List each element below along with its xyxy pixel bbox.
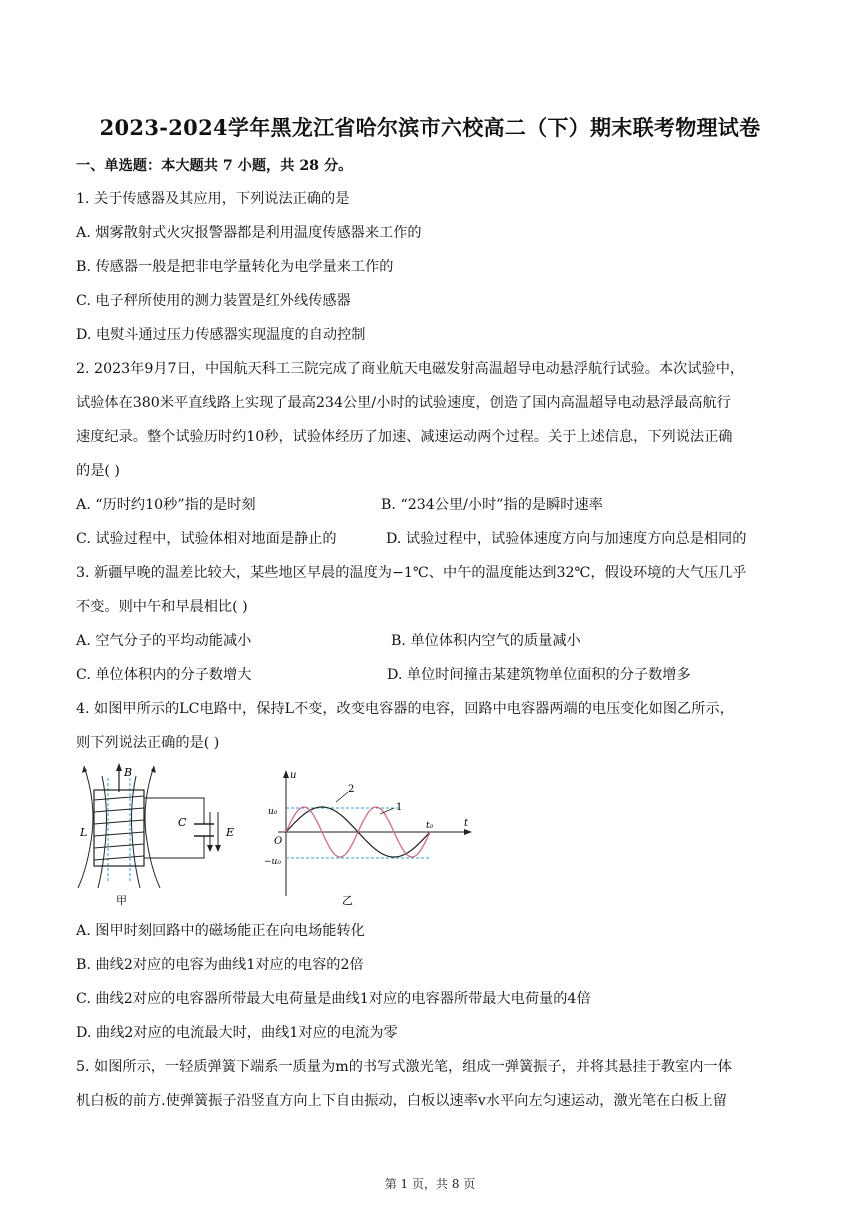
coil-frame: [94, 790, 144, 866]
circuit-wire-top: [144, 798, 204, 824]
arrow-head-icon: [464, 829, 472, 835]
question-1-option-a: A. 烟雾散射式火灾报警器都是利用温度传感器来工作的: [76, 225, 422, 241]
question-4-option-b: B. 曲线2对应的电容为曲线1对应的电容的2倍: [76, 957, 364, 973]
question-3-option-c: C. 单位体积内的分子数增大: [76, 667, 252, 683]
axis-label-u: u: [290, 770, 297, 781]
arrow-head-icon: [207, 845, 213, 852]
question-2-stem-line-3: 速度纪录。整个试验历时约10秒，试验体经历了加速、减速运动两个过程。关于上述信息，下列说法正确: [76, 429, 733, 445]
label-b: B: [124, 766, 133, 779]
lc-circuit-figure: [74, 762, 246, 910]
question-4-stem-line-1: 4. 如图甲所示的LC电路中，保持L不变，改变电容器的电容，回路中电容器两端的电压变化如图乙所示，: [76, 701, 734, 717]
field-line-right-outer: [145, 766, 160, 888]
curve-1-label: 1: [396, 802, 403, 813]
tick-u0: u₀: [268, 807, 278, 817]
figure-caption-yi: 乙: [342, 894, 353, 907]
question-3-stem-line-1: 3. 新疆早晚的温差比较大，某些地区早晨的温度为−1℃、中午的温度能达到32℃，假设环境的大气压几乎: [76, 565, 747, 581]
question-1-option-c: C. 电子秤所使用的测力装置是红外线传感器: [76, 293, 351, 309]
question-3-option-d: D. 单位时间撞击某建筑物单位面积的分子数增多: [387, 667, 691, 683]
tick-neg-u0: −u₀: [264, 857, 281, 867]
question-2-stem-line-4: 的是( ): [76, 463, 120, 479]
question-2-option-a: A. “历时约10秒”指的是时刻: [76, 497, 256, 513]
curve-2-leader: [336, 792, 348, 802]
question-4-option-a: A. 图甲时刻回路中的磁场能正在向电场能转化: [76, 923, 365, 939]
question-1-stem: 1. 关于传感器及其应用，下列说法正确的是: [76, 191, 350, 207]
arrow-head-icon: [215, 845, 221, 852]
question-4-option-d: D. 曲线2对应的电流最大时，曲线1对应的电流为零: [76, 1025, 398, 1041]
question-2-option-b: B. “234公里/小时”指的是瞬时速率: [381, 497, 603, 513]
question-3-option-a: A. 空气分子的平均动能减小: [76, 633, 252, 649]
page-footer: 第 1 页，共 8 页: [384, 1177, 476, 1191]
question-2-stem-line-2: 试验体在380米平直线路上实现了最高234公里/小时的试验速度，创造了国内高温超导电动悬浮最高航行: [76, 395, 731, 411]
question-1-option-d: D. 电熨斗通过压力传感器实现温度的自动控制: [76, 327, 366, 343]
question-3-stem-line-2: 不变。则中午和早晨相比( ): [76, 599, 248, 615]
origin-label: O: [274, 836, 283, 847]
question-5-stem-line-2: 机白板的前方.使弹簧振子沿竖直方向上下自由振动，白板以速率v水平向左匀速运动，激光笔在白板上留: [76, 1093, 727, 1109]
field-line-left-inner: [98, 776, 107, 888]
question-2-option-c: C. 试验过程中，试验体相对地面是静止的: [76, 531, 337, 547]
arrow-head-icon: [283, 770, 289, 778]
question-5-stem-line-1: 5. 如图所示，一轻质弹簧下端系一质量为m的书写式激光笔，组成一弹簧振子，并将其悬挂于教室内一体: [76, 1059, 732, 1075]
circuit-wire-bottom: [144, 836, 204, 858]
label-l: L: [80, 826, 88, 839]
question-1-option-b: B. 传感器一般是把非电学量转化为电学量来工作的: [76, 259, 394, 275]
section-heading: 一、单选题：本大题共 7 小题，共 28 分。: [76, 158, 353, 174]
exam-title: 2023-2024学年黑龙江省哈尔滨市六校高二（下）期末联考物理试卷: [99, 115, 761, 140]
question-4-stem-line-2: 则下列说法正确的是( ): [76, 735, 220, 751]
curve-2-label: 2: [348, 784, 355, 795]
figure-caption-jia: 甲: [116, 894, 127, 907]
tick-t0: t₀: [426, 821, 434, 831]
question-4-option-c: C. 曲线2对应的电容器所带最大电荷量是曲线1对应的电容器所带最大电荷量的4倍: [76, 991, 591, 1007]
axis-label-t: t: [464, 818, 469, 829]
question-2-stem-line-1: 2. 2023年9月7日，中国航天科工三院完成了商业航天电磁发射高温超导电动悬浮航行试验。本次试验中，: [76, 361, 745, 377]
question-3-option-b: B. 单位体积内空气的质量减小: [391, 633, 581, 649]
voltage-curve-figure: [264, 768, 474, 908]
arrow-head-icon: [116, 763, 122, 771]
coil-windings: [94, 796, 144, 860]
label-e: E: [226, 826, 235, 839]
question-2-option-d: D. 试验过程中，试验体速度方向与加速度方向总是相同的: [386, 531, 747, 547]
label-c: C: [178, 816, 187, 829]
